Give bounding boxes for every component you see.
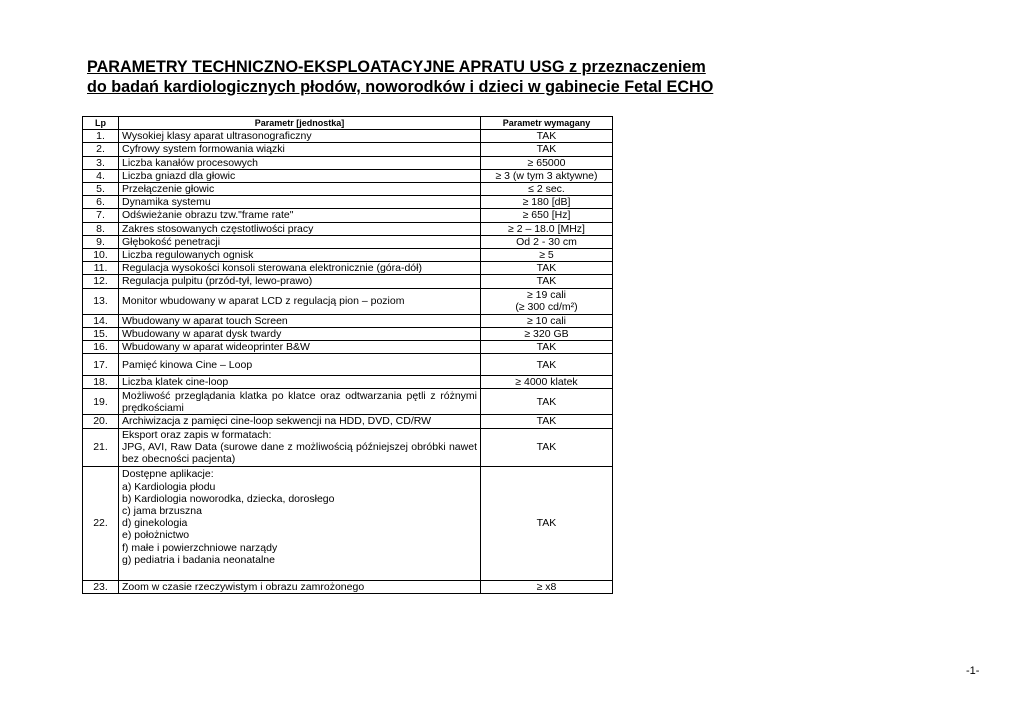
table-row — [83, 389, 613, 415]
row-value: TAK — [481, 428, 613, 466]
row-number: 4. — [83, 169, 119, 182]
row-value: TAK — [481, 354, 613, 376]
table-row — [83, 341, 613, 354]
table-row — [83, 209, 613, 222]
row-number: 10. — [83, 249, 119, 262]
application-item: e) położnictwo — [122, 529, 190, 542]
row-parameter: Przełączenie głowic — [119, 183, 481, 196]
table-row — [83, 196, 613, 209]
row-number: 1. — [83, 130, 119, 143]
row-value: ≥ 180 [dB] — [481, 196, 613, 209]
row-parameter: Regulacja pulpitu (przód-tył, lewo-prawo) — [119, 275, 481, 288]
row-value: TAK — [481, 143, 613, 156]
applications-heading: Dostępne aplikacje: — [122, 468, 214, 481]
row-parameter: Możliwość przeglądania klatka po klatce oraz odtwarzania pętli z różnymi prędkościami — [119, 389, 481, 415]
row-parameter: Zoom w czasie rzeczywistym i obrazu zamrożonego — [119, 580, 481, 593]
table-row — [83, 327, 613, 340]
row-number: 20. — [83, 415, 119, 428]
row-value: Od 2 - 30 cm — [481, 235, 613, 248]
row-number: 9. — [83, 235, 119, 248]
table-row — [83, 249, 613, 262]
row-parameter-line: JPG, AVI, Raw Data (surowe dane z możliwością późniejszej obróbki nawet bez obecności pacjenta) — [122, 441, 477, 466]
table-row — [83, 143, 613, 156]
row-parameter: Wbudowany w aparat touch Screen — [119, 314, 481, 327]
row-parameter: Wbudowany w aparat wideoprinter B&W — [119, 341, 481, 354]
row-value: TAK — [481, 466, 613, 580]
row-number: 18. — [83, 376, 119, 389]
table-row — [83, 428, 613, 466]
row-value: ≤ 2 sec. — [481, 183, 613, 196]
table-row — [83, 235, 613, 248]
row-number: 13. — [83, 288, 119, 314]
table-row — [83, 169, 613, 182]
row-value: ≥ 3 (w tym 3 aktywne) — [481, 169, 613, 182]
row-number: 3. — [83, 156, 119, 169]
row-value: ≥ 10 cali — [481, 314, 613, 327]
table-row — [83, 354, 613, 376]
row-value — [481, 288, 613, 314]
row-number: 5. — [83, 183, 119, 196]
application-item: a) Kardiologia płodu — [122, 480, 216, 493]
row-number: 22. — [83, 466, 119, 580]
header-required-value: Parametr wymagany — [481, 117, 613, 130]
row-parameter: Zakres stosowanych częstotliwości pracy — [119, 222, 481, 235]
row-value: ≥ 65000 — [481, 156, 613, 169]
table-row — [83, 314, 613, 327]
row-number: 15. — [83, 327, 119, 340]
application-item: c) jama brzuszna — [122, 504, 202, 517]
row-parameter — [119, 466, 481, 580]
table-header-row — [83, 117, 613, 130]
row-parameter: Dynamika systemu — [119, 196, 481, 209]
row-number: 14. — [83, 314, 119, 327]
document-title — [87, 57, 807, 97]
table-row — [83, 580, 613, 593]
row-value: ≥ 2 – 18.0 [MHz] — [481, 222, 613, 235]
row-value: ≥ 650 [Hz] — [481, 209, 613, 222]
title-line-1: PARAMETRY TECHNICZNO-EKSPLOATACYJNE APRATU USG z przeznaczeniem — [87, 58, 706, 76]
row-parameter: Regulacja wysokości konsoli sterowana elektronicznie (góra-dół) — [119, 262, 481, 275]
row-parameter: Liczba gniazd dla głowic — [119, 169, 481, 182]
table-row — [83, 376, 613, 389]
table-row — [83, 183, 613, 196]
row-parameter: Archiwizacja z pamięci cine-loop sekwencji na HDD, DVD, CD/RW — [119, 415, 481, 428]
table-row — [83, 415, 613, 428]
row-parameter: Monitor wbudowany w aparat LCD z regulacją pion – poziom — [119, 288, 481, 314]
parameters-table — [82, 116, 613, 594]
table-row — [83, 275, 613, 288]
table-row — [83, 262, 613, 275]
table-row — [83, 222, 613, 235]
row-number: 7. — [83, 209, 119, 222]
row-value-line-2: (≥ 300 cd/m²) — [515, 301, 578, 314]
row-value: TAK — [481, 415, 613, 428]
row-number: 21. — [83, 428, 119, 466]
table-row — [83, 130, 613, 143]
row-value: ≥ 4000 klatek — [481, 376, 613, 389]
row-number: 2. — [83, 143, 119, 156]
row-value: ≥ 5 — [481, 249, 613, 262]
table-row — [83, 466, 613, 580]
row-number: 11. — [83, 262, 119, 275]
row-number: 8. — [83, 222, 119, 235]
row-parameter: Wysokiej klasy aparat ultrasonograficzny — [119, 130, 481, 143]
header-parameter: Parametr [jednostka] — [119, 117, 481, 130]
row-parameter-line: Eksport oraz zapis w formatach: — [122, 428, 272, 441]
table-row — [83, 156, 613, 169]
row-value: TAK — [481, 130, 613, 143]
table-row — [83, 288, 613, 314]
row-parameter: Wbudowany w aparat dysk twardy — [119, 327, 481, 340]
row-parameter: Cyfrowy system formowania wiązki — [119, 143, 481, 156]
title-line-2: do badań kardiologicznych płodów, noworodków i dzieci w gabinecie Fetal ECHO — [87, 78, 714, 96]
row-parameter: Pamięć kinowa Cine – Loop — [119, 354, 481, 376]
row-value: TAK — [481, 275, 613, 288]
row-number: 19. — [83, 389, 119, 415]
application-item: f) małe i powierzchniowe narządy — [122, 541, 278, 554]
row-number: 23. — [83, 580, 119, 593]
application-item: d) ginekologia — [122, 517, 188, 530]
application-item: g) pediatria i badania neonatalne — [122, 553, 275, 566]
row-value-line-1: ≥ 19 cali — [526, 288, 567, 301]
row-value: TAK — [481, 262, 613, 275]
row-number: 17. — [83, 354, 119, 376]
row-number: 6. — [83, 196, 119, 209]
row-parameter: Odświeżanie obrazu tzw."frame rate" — [119, 209, 481, 222]
page-number: -1- — [966, 665, 980, 677]
header-lp: Lp — [83, 117, 119, 130]
row-value: ≥ x8 — [481, 580, 613, 593]
row-value: TAK — [481, 341, 613, 354]
row-parameter: Liczba klatek cine-loop — [119, 376, 481, 389]
row-parameter — [119, 428, 481, 466]
row-number: 12. — [83, 275, 119, 288]
row-value: ≥ 320 GB — [481, 327, 613, 340]
row-parameter: Liczba kanałów procesowych — [119, 156, 481, 169]
row-number: 16. — [83, 341, 119, 354]
row-parameter: Głębokość penetracji — [119, 235, 481, 248]
row-value: TAK — [481, 389, 613, 415]
application-item: b) Kardiologia noworodka, dziecka, dorosłego — [122, 492, 335, 505]
row-parameter: Liczba regulowanych ognisk — [119, 249, 481, 262]
